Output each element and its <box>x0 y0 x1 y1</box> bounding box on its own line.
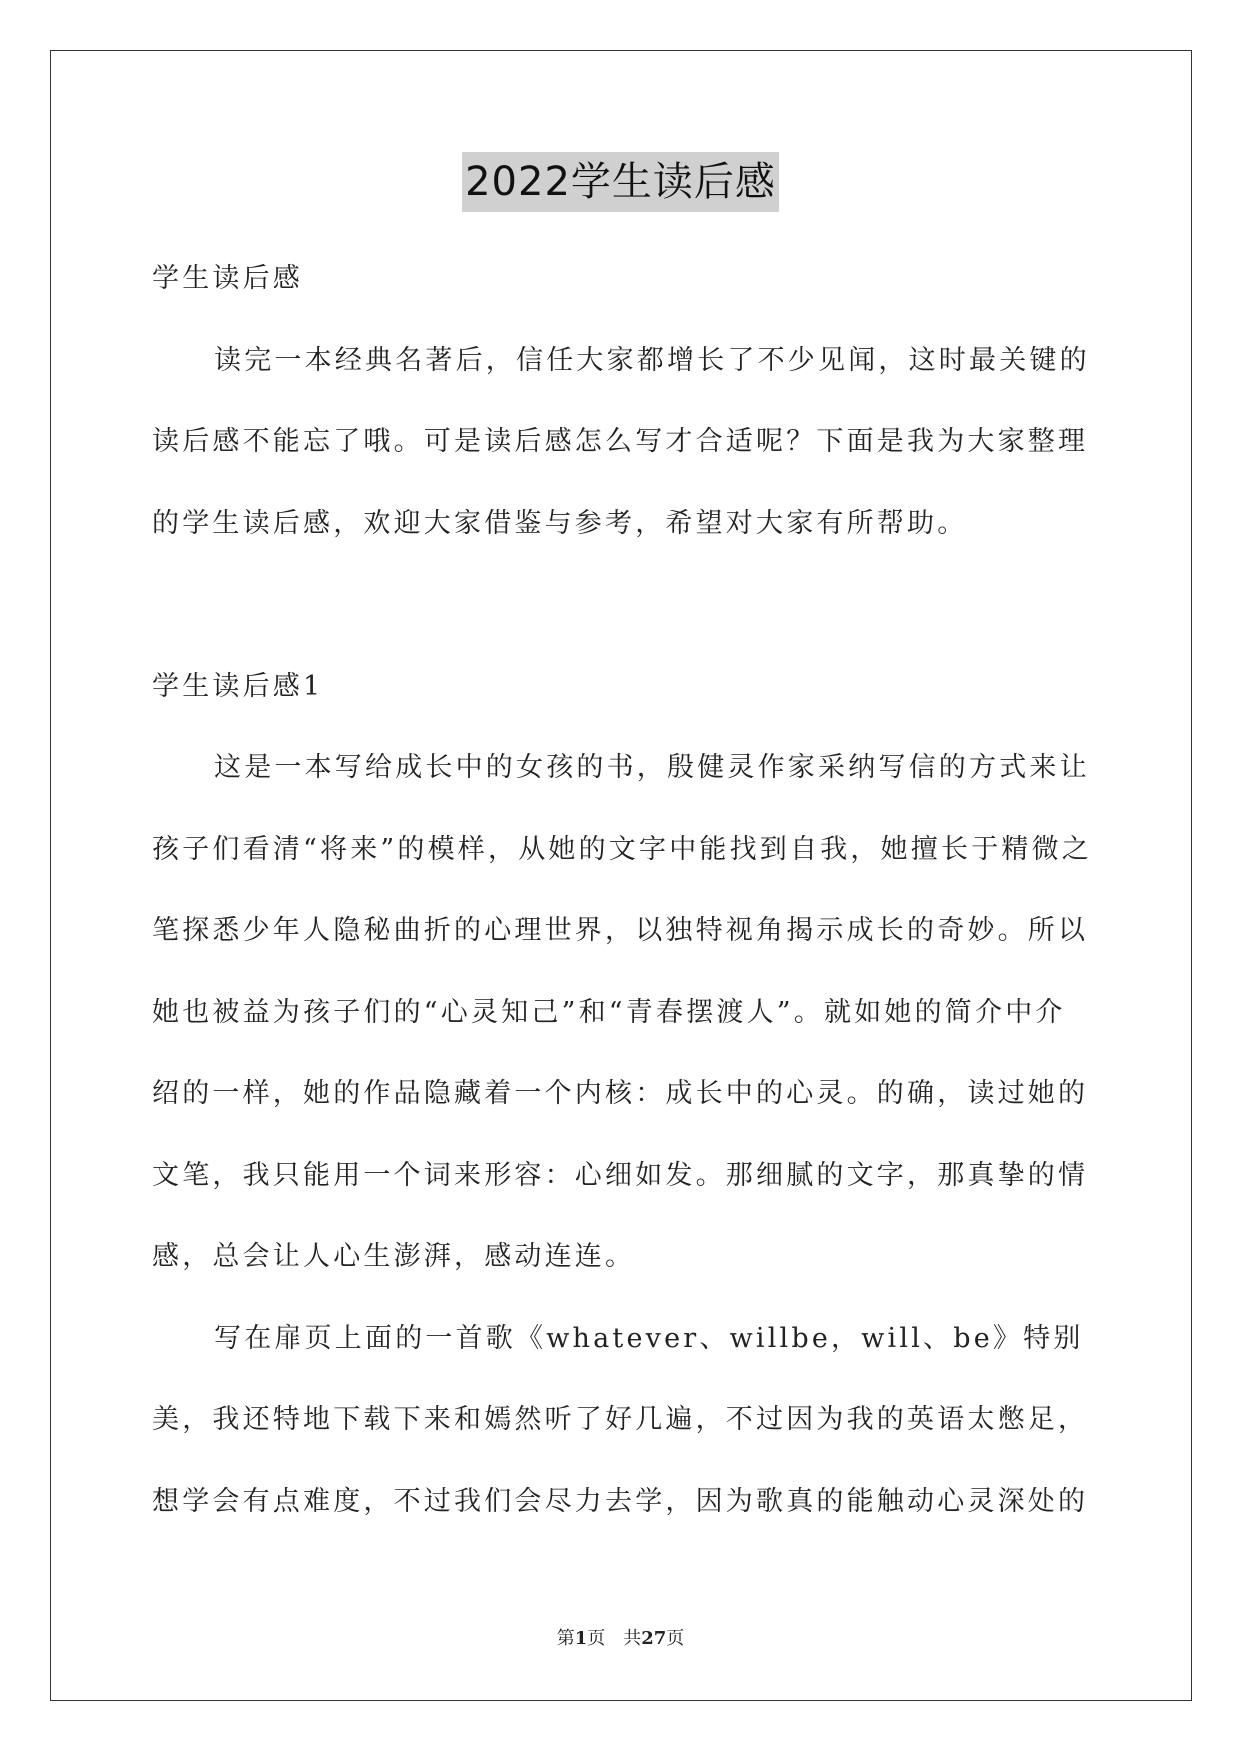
paragraph-gap <box>152 564 1092 646</box>
body-paragraph: 这是一本写给成长中的女孩的书，殷健灵作家采纳写信的方式来让孩子们看清“将来”的模样，从她的文字中能找到自我，她擅长于精微之笔探悉少年人隐秘曲折的心理世界，以独特视角揭示成长的奇妙。所以她也被益为孩子们的“心灵知己”和“青春摆渡人”。就如她的简介中介绍的一样，她的作品隐藏着一个内核：成长中的心灵。的确，读过她的文笔，我只能用一个词来形容：心细如发。那细腻的文字，那真挚的情感，总会让人心生澎湃，感动连连。 <box>152 752 1093 1272</box>
page-footer <box>0 1624 1241 1650</box>
footer-suffix: 页 <box>666 1628 685 1649</box>
document-title: 2022学生读后感 <box>462 152 779 212</box>
footer-mid: 页 共 <box>587 1628 642 1649</box>
footer-current-page: 1 <box>574 1628 588 1649</box>
title-wrap <box>0 152 1241 212</box>
body-paragraph: 读完一本经典名著后，信任大家都增长了不少见闻，这时最关键的读后感不能忘了哦。可是读后感怎么写才合适呢？下面是我为大家整理的学生读后感，欢迎大家借鉴与参考，希望对大家有所帮助。 <box>152 344 1090 539</box>
footer-prefix: 第 <box>556 1628 575 1649</box>
body-paragraph: 写在扉页上面的一首歌《whatever、willbe，will、be》特别美，我还特地下载下来和嫣然听了好几遍，不过因为我的英语太憋足，想学会有点难度，不过我们会尽力去学，因为歌真的能触动心灵深处的 <box>152 1322 1089 1517</box>
footer-total-pages: 27 <box>641 1628 667 1649</box>
section-heading: 学生读后感1 <box>152 670 324 702</box>
section-heading: 学生读后感 <box>152 263 303 294</box>
document-body <box>152 238 1092 1542</box>
